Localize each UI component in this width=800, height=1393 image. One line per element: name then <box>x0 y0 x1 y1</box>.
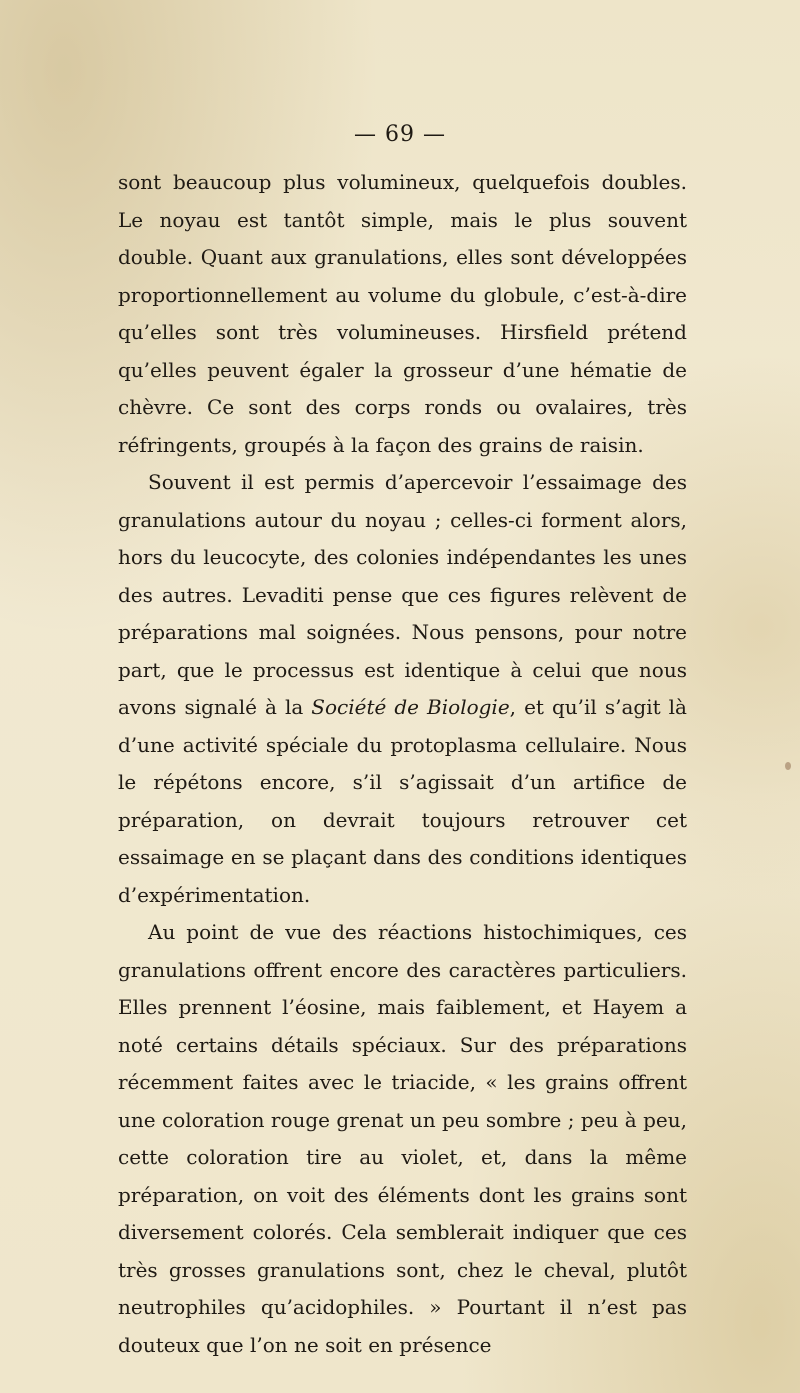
paragraph <box>118 164 687 464</box>
italic-reference: Société de Biologie <box>311 695 510 719</box>
text-segment: , et qu’il s’agit là d’une activité spéciale du protoplasma cellulaire. Nous le répétons encore, s’il s’agissait d’un artifice de préparation, on devrait toujours retrouver cet essaimage en se plaçant dans des conditions identiques d’expérimentation. <box>118 695 687 907</box>
paper-stain <box>785 762 791 770</box>
text-segment: Au point de vue des réactions histochimiques, ces granulations offrent encore des caractères particuliers. Elles prennent l’éosine, mais faiblement, et Hayem a noté certains détails spéciaux. Sur des préparations récemment faites avec le triacide, « les grains offrent une coloration rouge grenat un peu sombre ; peu à peu, cette coloration tire au violet, et, dans la même préparation, on voit des éléments dont les grains sont diversement colorés. Cela semblerait indiquer que ces très grosses granulations sont, chez le cheval, plutôt neutrophiles qu’acidophiles. » Pourtant il n’est pas douteux que l’on ne soit en présence <box>118 920 687 1357</box>
text-segment: Souvent il est permis d’apercevoir l’essaimage des granulations autour du noyau ; celles-ci forment alors, hors du leucocyte, des colonies indépendantes les unes des autres. Levaditi pense que ces figures relèvent de préparations mal soignées. Nous pensons, pour notre part, que le processus est identique à celui que nous avons signalé à la <box>118 470 687 719</box>
paragraph <box>118 914 687 1364</box>
body-text <box>118 164 687 1364</box>
text-segment: sont beaucoup plus volumineux, quelquefois doubles. Le noyau est tantôt simple, mais le plus souvent double. Quant aux granulations, elles sont développées proportionnellement au volume du globule, c’est-à-dire qu’elles sont très volumineuses. Hirsfield prétend qu’elles peuvent égaler la grosseur d’une hématie de chèvre. Ce sont des corps ronds ou ovalaires, très réfringents, groupés à la façon des grains de raisin. <box>118 170 687 457</box>
paragraph <box>118 464 687 914</box>
page-number: — 69 — <box>354 122 446 147</box>
